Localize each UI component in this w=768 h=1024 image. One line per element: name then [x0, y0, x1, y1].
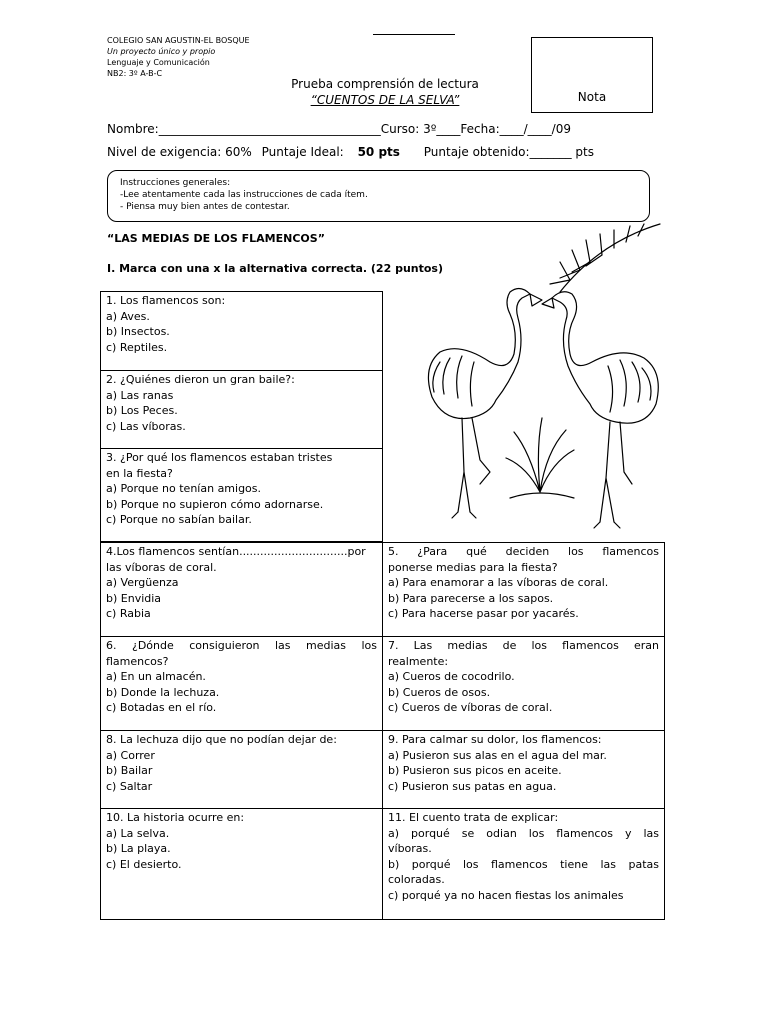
answer-option[interactable]: c) El desierto. [106, 857, 182, 871]
question-text: las víboras de coral. [106, 560, 217, 574]
question-text: realmente: [388, 654, 449, 668]
answer-option[interactable]: c) porqué ya no hacen fiestas los animales [388, 888, 624, 902]
instructions-title: Instrucciones generales: [120, 178, 231, 188]
answer-option-cont[interactable]: víboras. [388, 842, 432, 856]
requirement-level: Nivel de exigencia: 60% [107, 145, 252, 159]
question-text: 6. ¿Dónde consiguieron las medias los [106, 639, 377, 652]
story-title: “LAS MEDIAS DE LOS FLAMENCOS” [107, 232, 325, 245]
course-field[interactable]: Curso: 3º____ [380, 122, 461, 136]
answer-option[interactable]: a) La selva. [106, 826, 170, 840]
student-row-2 [107, 145, 594, 159]
answer-option[interactable]: c) Las víboras. [106, 419, 186, 433]
answer-option[interactable]: a) Aves. [106, 309, 150, 323]
answer-option[interactable]: b) Para parecerse a los sapos. [388, 591, 554, 605]
question-4 [100, 542, 383, 637]
answer-option[interactable]: b) Insectos. [106, 325, 170, 339]
question-text: en la fiesta? [106, 466, 173, 480]
instruction-item: -Lee atentamente cada las instrucciones de cada ítem. [120, 190, 368, 200]
answer-option[interactable]: a) Porque no tenían amigos. [106, 482, 262, 496]
question-text: 2. ¿Quiénes dieron un gran baile?: [106, 373, 295, 386]
answer-option[interactable]: c) Saltar [106, 779, 153, 793]
student-row-1 [107, 122, 571, 136]
question-text: 9. Para calmar su dolor, los flamencos: [388, 733, 602, 746]
question-2 [100, 370, 383, 449]
flamingos-illustration [410, 222, 670, 532]
answer-option[interactable]: b) Pusieron sus picos en aceite. [388, 764, 562, 778]
answer-option[interactable]: c) Rabia [106, 607, 151, 621]
test-titles [240, 76, 530, 108]
question-text: 7. Las medias de los flamencos eran [388, 639, 659, 652]
answer-option[interactable]: a) Vergüenza [106, 576, 179, 590]
question-text: flamencos? [106, 654, 169, 668]
test-subtitle: “CUENTOS DE LA SELVA” [310, 93, 460, 107]
answer-option[interactable]: c) Cueros de víboras de coral. [388, 701, 553, 715]
answer-option[interactable]: b) porqué los flamencos tiene las patas [388, 857, 659, 871]
question-10 [100, 808, 383, 920]
question-text: 5. ¿Para qué deciden los flamencos [388, 545, 659, 558]
answer-option[interactable]: b) Porque no supieron cómo adornarse. [106, 497, 324, 511]
section-title: I. Marca con una x la alternativa correcta. (22 puntos) [107, 262, 443, 275]
answer-option[interactable]: c) Porque no sabían bailar. [106, 513, 252, 527]
answer-option[interactable]: c) Botadas en el río. [106, 701, 217, 715]
answer-option[interactable]: a) Correr [106, 748, 155, 762]
question-8 [100, 730, 383, 809]
question-text: 8. La lechuza dijo que no podían dejar de: [106, 733, 337, 746]
answer-option[interactable]: b) Bailar [106, 764, 153, 778]
answer-option[interactable]: a) Cueros de cocodrilo. [388, 670, 515, 684]
question-1 [100, 291, 383, 371]
question-text: 1. Los flamencos son: [106, 294, 226, 307]
answer-option[interactable]: c) Para hacerse pasar por yacarés. [388, 607, 579, 621]
answer-option-cont[interactable]: coloradas. [388, 873, 445, 887]
grade-label: Nota [577, 90, 607, 104]
question-5 [382, 542, 665, 637]
question-text: 4.Los flamencos sentían...............................por [106, 545, 366, 558]
grade-box[interactable] [531, 37, 653, 113]
answer-option[interactable]: c) Reptiles. [106, 340, 168, 354]
level: NB2: 3º A-B-C [107, 69, 163, 78]
question-text: 3. ¿Por qué los flamencos estaban tristes [106, 451, 333, 464]
test-title: Prueba comprensión de lectura [291, 77, 479, 91]
answer-option[interactable]: b) Cueros de osos. [388, 685, 491, 699]
name-field[interactable]: Nombre:_____________________________________ [107, 122, 381, 136]
answer-option[interactable]: b) La playa. [106, 842, 171, 856]
question-text: ponerse medias para la fiesta? [388, 560, 558, 574]
answer-option[interactable]: b) Envidia [106, 591, 162, 605]
ideal-score-label: Puntaje Ideal: [261, 145, 344, 159]
subject: Lenguaje y Comunicación [107, 58, 210, 67]
obtained-score-field[interactable]: Puntaje obtenido:_______ pts [423, 145, 594, 159]
question-text: 10. La historia ocurre en: [106, 811, 245, 824]
instruction-item: - Piensa muy bien antes de contestar. [120, 202, 290, 212]
school-tagline: Un proyecto único y propio [107, 47, 216, 56]
school-header [107, 35, 250, 79]
answer-option[interactable]: c) Pusieron sus patas en agua. [388, 779, 557, 793]
question-11 [382, 808, 665, 920]
top-rule [373, 34, 455, 35]
question-7 [382, 636, 665, 731]
answer-option[interactable]: a) Para enamorar a las víboras de coral. [388, 576, 609, 590]
question-text: 11. El cuento trata de explicar: [388, 811, 559, 824]
answer-option[interactable]: a) porqué se odian los flamencos y las [388, 826, 659, 840]
school-name: COLEGIO SAN AGUSTIN-EL BOSQUE [107, 36, 250, 45]
question-9 [382, 730, 665, 809]
instructions-box [107, 170, 650, 222]
answer-option[interactable]: b) Donde la lechuza. [106, 685, 220, 699]
answer-option[interactable]: a) Las ranas [106, 388, 174, 402]
ideal-score-value: 50 pts [357, 145, 400, 159]
question-6 [100, 636, 383, 731]
answer-option[interactable]: a) En un almacén. [106, 670, 206, 684]
answer-option[interactable]: b) Los Peces. [106, 404, 178, 418]
date-field[interactable]: Fecha:____/____/09 [460, 122, 571, 136]
answer-option[interactable]: a) Pusieron sus alas en el agua del mar. [388, 748, 607, 762]
question-3 [100, 448, 383, 542]
